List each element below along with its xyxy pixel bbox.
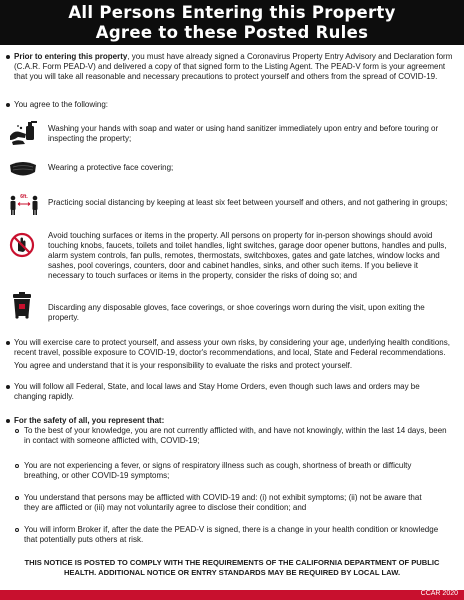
rule-face-covering: Wearing a protective face covering; xyxy=(48,163,174,172)
distance-label: 6ft. xyxy=(20,194,28,200)
intro-paragraph xyxy=(14,52,456,82)
rule-hand-washing: Washing your hands with soap and water or using hand sanitizer immediately upon entry and before touring or inspecting the property; xyxy=(48,124,439,143)
sub-bullet xyxy=(15,496,19,500)
rule-discarding: Discarding any disposable gloves, face coverings, or shoe coverings worn during the visit, upon exiting the property. xyxy=(48,303,425,322)
intro-rest: , you must have already signed a Coronavirus Property Entry Advisory and Declaration form (C.A.R. Form PEAD-V) and delivered a copy of that signed form to the Listing Agent. The PEAD-V form is your agreement that you will take all reasonable and necessary precautions to protect yourself and others from the spread of COVID-19. xyxy=(14,52,453,81)
rule-social-distancing: Practicing social distancing by keeping at least six feet between yourself and others, and not gathering in groups; xyxy=(48,198,448,207)
safety-heading: For the safety of all, you represent that: xyxy=(14,416,165,425)
bullet xyxy=(6,341,10,345)
bullet xyxy=(6,419,10,423)
social-distance-icon xyxy=(8,190,40,216)
hand-wash-icon xyxy=(8,120,40,146)
footer-bar xyxy=(0,590,464,600)
representation-item: You are not experiencing a fever, or signs of respiratory illness such as cough, shortness of breath or difficulty breathing, or other COVID-19 symptoms; xyxy=(24,461,412,480)
representation-item: To the best of your knowledge, you are not currently afflicted with, and have not knowingly, within the last 14 days, been in contact with someone afflicted with, COVID-19; xyxy=(24,426,447,445)
bullet xyxy=(6,103,10,107)
footer-copyright: CCAR 2020 xyxy=(420,590,458,597)
bullet xyxy=(6,55,10,59)
no-touch-icon xyxy=(9,232,35,258)
face-mask-icon xyxy=(8,160,38,178)
representation-item: You understand that persons may be afflicted with COVID-19 and: (i) not exhibit symptoms; (ii) not be aware that they are afflicted or (iii) may not voluntarily agree to disclose their condition; and xyxy=(24,493,422,512)
representation-item: You will inform Broker if, after the date the PEAD-V is signed, there is a change in your health condition or knowledge that potentially puts others at risk. xyxy=(24,525,439,544)
trash-bin-icon xyxy=(10,291,34,319)
sub-bullet xyxy=(15,528,19,532)
intro-lead: Prior to entering this property xyxy=(14,52,128,61)
responsibility-text: You agree and understand that it is your responsibility to evaluate the risks and protect yourself. xyxy=(14,361,353,370)
title-line-2: Agree to these Posted Rules xyxy=(95,23,369,42)
bullet xyxy=(6,385,10,389)
exercise-care-text: You will exercise care to protect yourself, and assess your own risks, by considering your age, underlying health conditions, recent travel, possible exposure to COVID-19, doctor's recommendations, and local, State and Federal recommendations. xyxy=(14,338,450,357)
sub-bullet xyxy=(15,429,19,433)
sub-bullet xyxy=(15,464,19,468)
agree-heading: You agree to the following: xyxy=(14,100,108,109)
legal-notice: THIS NOTICE IS POSTED TO COMPLY WITH THE REQUIREMENTS OF THE CALIFORNIA DEPARTMENT OF PUBLIC HEALTH. ADDITIONAL NOTICE OR ENTRY STANDARDS MAY BE REQUIRED BY LOCAL LAW. xyxy=(24,558,440,577)
laws-text: You will follow all Federal, State, and local laws and Stay Home Orders, even though such laws and orders may be changing rapidly. xyxy=(14,382,420,401)
title-line-1: All Persons Entering this Property xyxy=(68,3,396,22)
title-banner xyxy=(0,0,464,45)
rule-avoid-touching: Avoid touching surfaces or items in the property. All persons on property for in-person showings should avoid touching knobs, faucets, toilets and toilet handles, light switches, garage door opener buttons, handles and pulls, alarm system controls, fan pulls, remotes, thermostats, switchboxes, gates and gate latches, window locks and sashes, pool coverings, counters, door and cabinet handles, sinks, and other such items. If you believe it necessary to touch surfaces or items in the property, consider the risks of doing so; and xyxy=(48,231,447,280)
